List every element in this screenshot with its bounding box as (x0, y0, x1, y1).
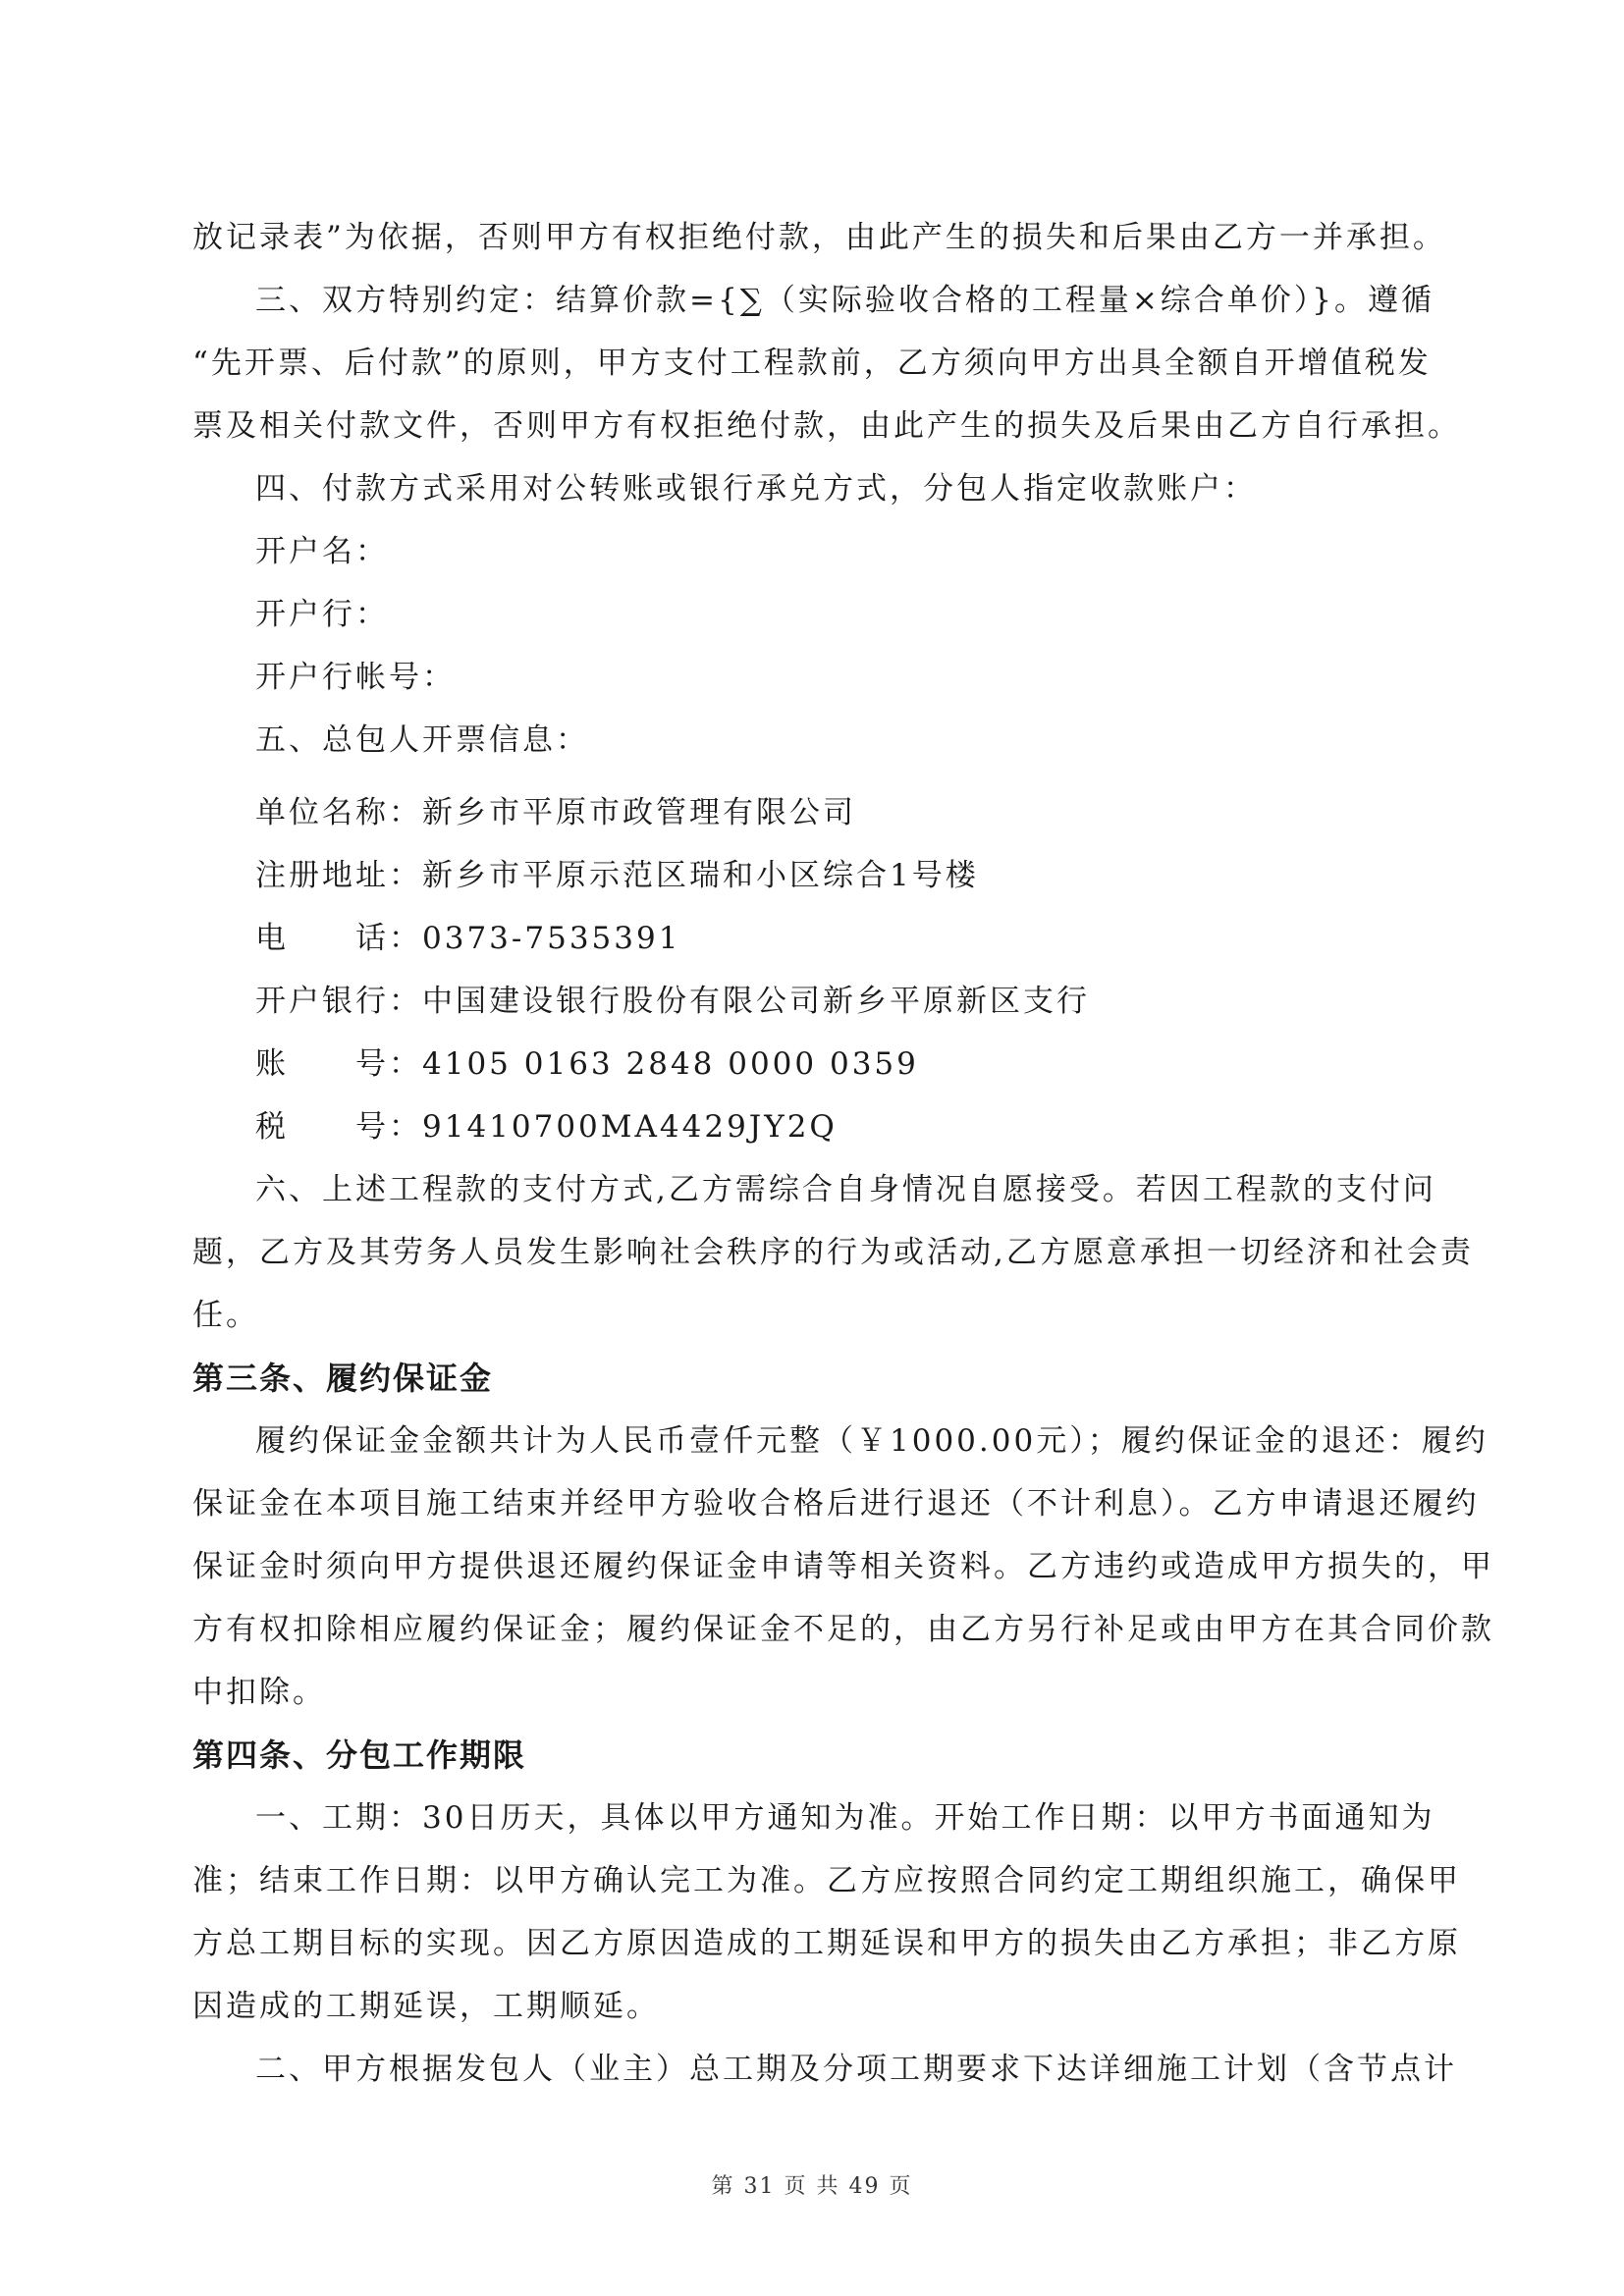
document-page (192, 206, 1494, 2101)
paragraph-line: 题，乙方及其劳务人员发生影响社会秩序的行为或活动,乙方愿意承担一切经济和社会责 (192, 1235, 1474, 1270)
paragraph-line: 履约保证金金额共计为人民币壹仟元整（￥1000.00元）；履约保证金的退还：履约 (255, 1423, 1489, 1459)
paragraph-line: “先开票、后付款”的原则，甲方支付工程款前，乙方须向甲方出具全额自开增值税发 (192, 346, 1432, 381)
paragraph-line: 二、甲方根据发包人（业主）总工期及分项工期要求下达详细施工计划（含节点计 (255, 2052, 1457, 2087)
invoice-account-number: 账 号：4105 0163 2848 0000 0359 (255, 1046, 919, 1082)
paragraph-line: 任。 (192, 1298, 259, 1333)
paragraph-line: 五、总包人开票信息： (255, 722, 589, 758)
account-number-label: 开户行帐号： (255, 660, 456, 695)
account-name-label: 开户名： (255, 534, 389, 569)
paragraph-line: 方有权扣除相应履约保证金；履约保证金不足的，由乙方另行补足或由甲方在其合同价款 (192, 1612, 1494, 1647)
paragraph-line: 一、工期：30日历天，具体以甲方通知为准。开始工作日期：以甲方书面通知为 (255, 1800, 1435, 1836)
paragraph-line: 放记录表”为依据，否则甲方有权拒绝付款，由此产生的损失和后果由乙方一并承担。 (192, 220, 1446, 255)
paragraph-line: 三、双方特别约定：结算价款={∑（实际验收合格的工程量×综合单价）}。遵循 (255, 283, 1435, 318)
page-number-footer: 第 31 页 共 49 页 (711, 2174, 913, 2199)
invoice-phone: 电 话：0373-7535391 (255, 921, 681, 956)
paragraph-line: 四、付款方式采用对公转账或银行承兑方式，分包人指定收款账户： (255, 471, 1257, 507)
invoice-address: 注册地址：新乡市平原示范区瑞和小区综合1号楼 (255, 858, 979, 893)
paragraph-line: 六、上述工程款的支付方式,乙方需综合自身情况自愿接受。若因工程款的支付问 (255, 1172, 1436, 1207)
paragraph-line: 方总工期目标的实现。因乙方原因造成的工期延误和甲方的损失由乙方承担；非乙方原 (192, 1926, 1461, 1961)
section-heading-article-4: 第四条、分包工作期限 (192, 1736, 527, 1774)
paragraph-line: 准；结束工作日期：以甲方确认完工为准。乙方应按照合同约定工期组织施工，确保甲 (192, 1863, 1461, 1898)
invoice-company: 单位名称：新乡市平原市政管理有限公司 (255, 795, 856, 830)
account-bank-label: 开户行： (255, 597, 389, 632)
paragraph-line: 因造成的工期延误，工期顺延。 (192, 1989, 660, 2024)
invoice-tax-number: 税 号：91410700MA4429JY2Q (255, 1109, 838, 1145)
paragraph-line: 保证金在本项目施工结束并经甲方验收合格后进行退还（不计利息）。乙方申请退还履约 (192, 1486, 1480, 1522)
invoice-bank: 开户银行：中国建设银行股份有限公司新乡平原新区支行 (255, 984, 1090, 1019)
paragraph-line: 票及相关付款文件，否则甲方有权拒绝付款，由此产生的损失及后果由乙方自行承担。 (192, 408, 1461, 444)
paragraph-line: 保证金时须向甲方提供退还履约保证金申请等相关资料。乙方违约或造成甲方损失的，甲 (192, 1549, 1494, 1584)
section-heading-article-3: 第三条、履约保证金 (192, 1360, 494, 1397)
paragraph-line: 中扣除。 (192, 1675, 326, 1710)
